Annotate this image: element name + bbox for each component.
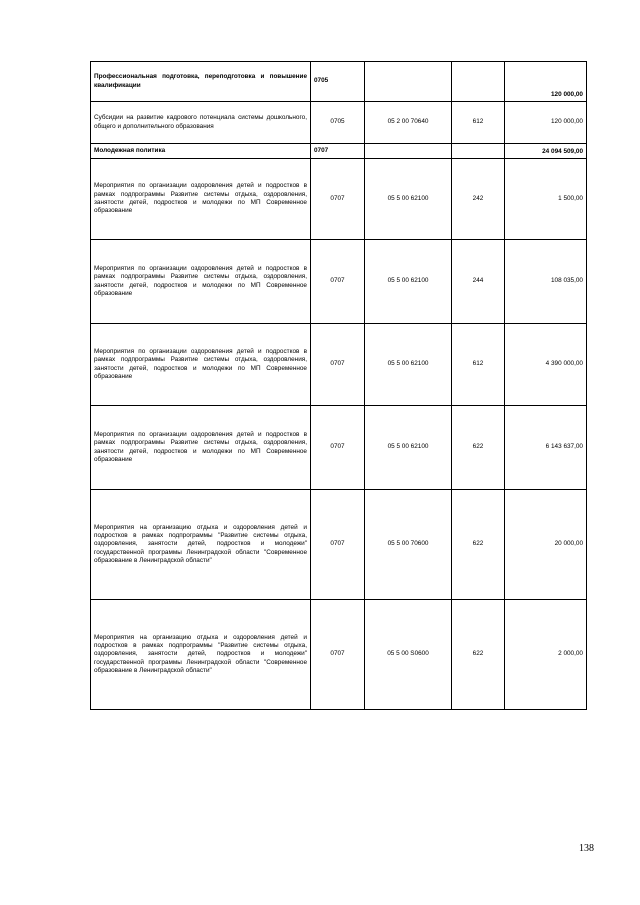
table-row	[91, 240, 587, 324]
row-name-cell: Мероприятия на организацию отдыха и оздоровления детей и подростков в рамках подпрограммы "Развитие системы отдыха, оздоровления, занятости детей, подростков и молодежи" государственной программы Ленинградской области "Современное образование в Ленинградской области"	[91, 600, 311, 710]
row-name-cell: Молодежная политика	[91, 144, 311, 159]
row-sum-cell: 120 000,00	[505, 102, 587, 144]
row-name-cell: Профессиональная подготовка, переподготовка и повышение квалификации	[91, 62, 311, 102]
row-section-cell: 0707	[311, 600, 365, 710]
budget-table-body	[91, 62, 587, 710]
row-expense-type-cell	[452, 62, 505, 102]
row-sum-cell: 24 094 509,00	[505, 144, 587, 159]
row-article-cell: 05 5 00 62100	[365, 324, 452, 406]
row-expense-type-cell: 622	[452, 406, 505, 490]
row-article-cell: 05 5 00 62100	[365, 406, 452, 490]
row-article-cell: 05 5 00 70600	[365, 490, 452, 600]
row-expense-type-cell	[452, 144, 505, 159]
row-name-cell: Мероприятия на организацию отдыха и оздоровления детей и подростков в рамках подпрограммы "Развитие системы отдыха, оздоровления, занятости детей, подростков и молодежи" государственной программы Ленинградской области "Современное образование в Ленинградской области"	[91, 490, 311, 600]
row-section-cell: 0707	[311, 159, 365, 240]
row-sum-cell: 20 000,00	[505, 490, 587, 600]
table-row	[91, 159, 587, 240]
row-sum-cell: 6 143 637,00	[505, 406, 587, 490]
row-expense-type-cell: 612	[452, 102, 505, 144]
row-section-cell: 0707	[311, 490, 365, 600]
row-expense-type-cell: 622	[452, 490, 505, 600]
row-article-cell: 05 5 00 62100	[365, 240, 452, 324]
row-section-cell: 0705	[311, 102, 365, 144]
row-sum-cell: 2 000,00	[505, 600, 587, 710]
row-section-cell: 0707	[311, 144, 365, 159]
table-row	[91, 102, 587, 144]
row-sum-cell: 1 500,00	[505, 159, 587, 240]
row-article-cell: 05 5 00 62100	[365, 159, 452, 240]
table-row	[91, 324, 587, 406]
row-section-cell: 0707	[311, 324, 365, 406]
row-article-cell	[365, 144, 452, 159]
row-article-cell: 05 2 00 70640	[365, 102, 452, 144]
table-row	[91, 600, 587, 710]
row-name-cell: Мероприятия по организации оздоровления детей и подростков в рамках подпрограммы Развитие системы отдыха, оздоровления, занятости детей, подростков и молодежи по МП Современное образование	[91, 159, 311, 240]
row-section-cell: 0705	[311, 62, 365, 102]
row-expense-type-cell: 622	[452, 600, 505, 710]
row-name-cell: Мероприятия по организации оздоровления детей и подростков в рамках подпрограммы Развитие системы отдыха, оздоровления, занятости детей, подростков и молодежи по МП Современное образование	[91, 406, 311, 490]
row-section-cell: 0707	[311, 406, 365, 490]
row-section-cell: 0707	[311, 240, 365, 324]
table-row	[91, 62, 587, 102]
budget-table	[90, 61, 587, 710]
row-sum-cell: 120 000,00	[505, 62, 587, 102]
row-name-cell: Субсидии на развитие кадрового потенциала системы дошкольного, общего и дополнительного образования	[91, 102, 311, 144]
row-expense-type-cell: 612	[452, 324, 505, 406]
row-expense-type-cell: 244	[452, 240, 505, 324]
row-expense-type-cell: 242	[452, 159, 505, 240]
row-article-cell	[365, 62, 452, 102]
table-row	[91, 490, 587, 600]
row-article-cell: 05 5 00 S0600	[365, 600, 452, 710]
row-sum-cell: 108 035,00	[505, 240, 587, 324]
row-sum-cell: 4 390 000,00	[505, 324, 587, 406]
row-name-cell: Мероприятия по организации оздоровления детей и подростков в рамках подпрограммы Развитие системы отдыха, оздоровления, занятости детей, подростков и молодежи по МП Современное образование	[91, 324, 311, 406]
table-row	[91, 144, 587, 159]
table-row	[91, 406, 587, 490]
page-number: 138	[579, 843, 594, 854]
row-name-cell: Мероприятия по организации оздоровления детей и подростков в рамках подпрограммы Развитие системы отдыха, оздоровления, занятости детей, подростков и молодежи по МП Современное образование	[91, 240, 311, 324]
